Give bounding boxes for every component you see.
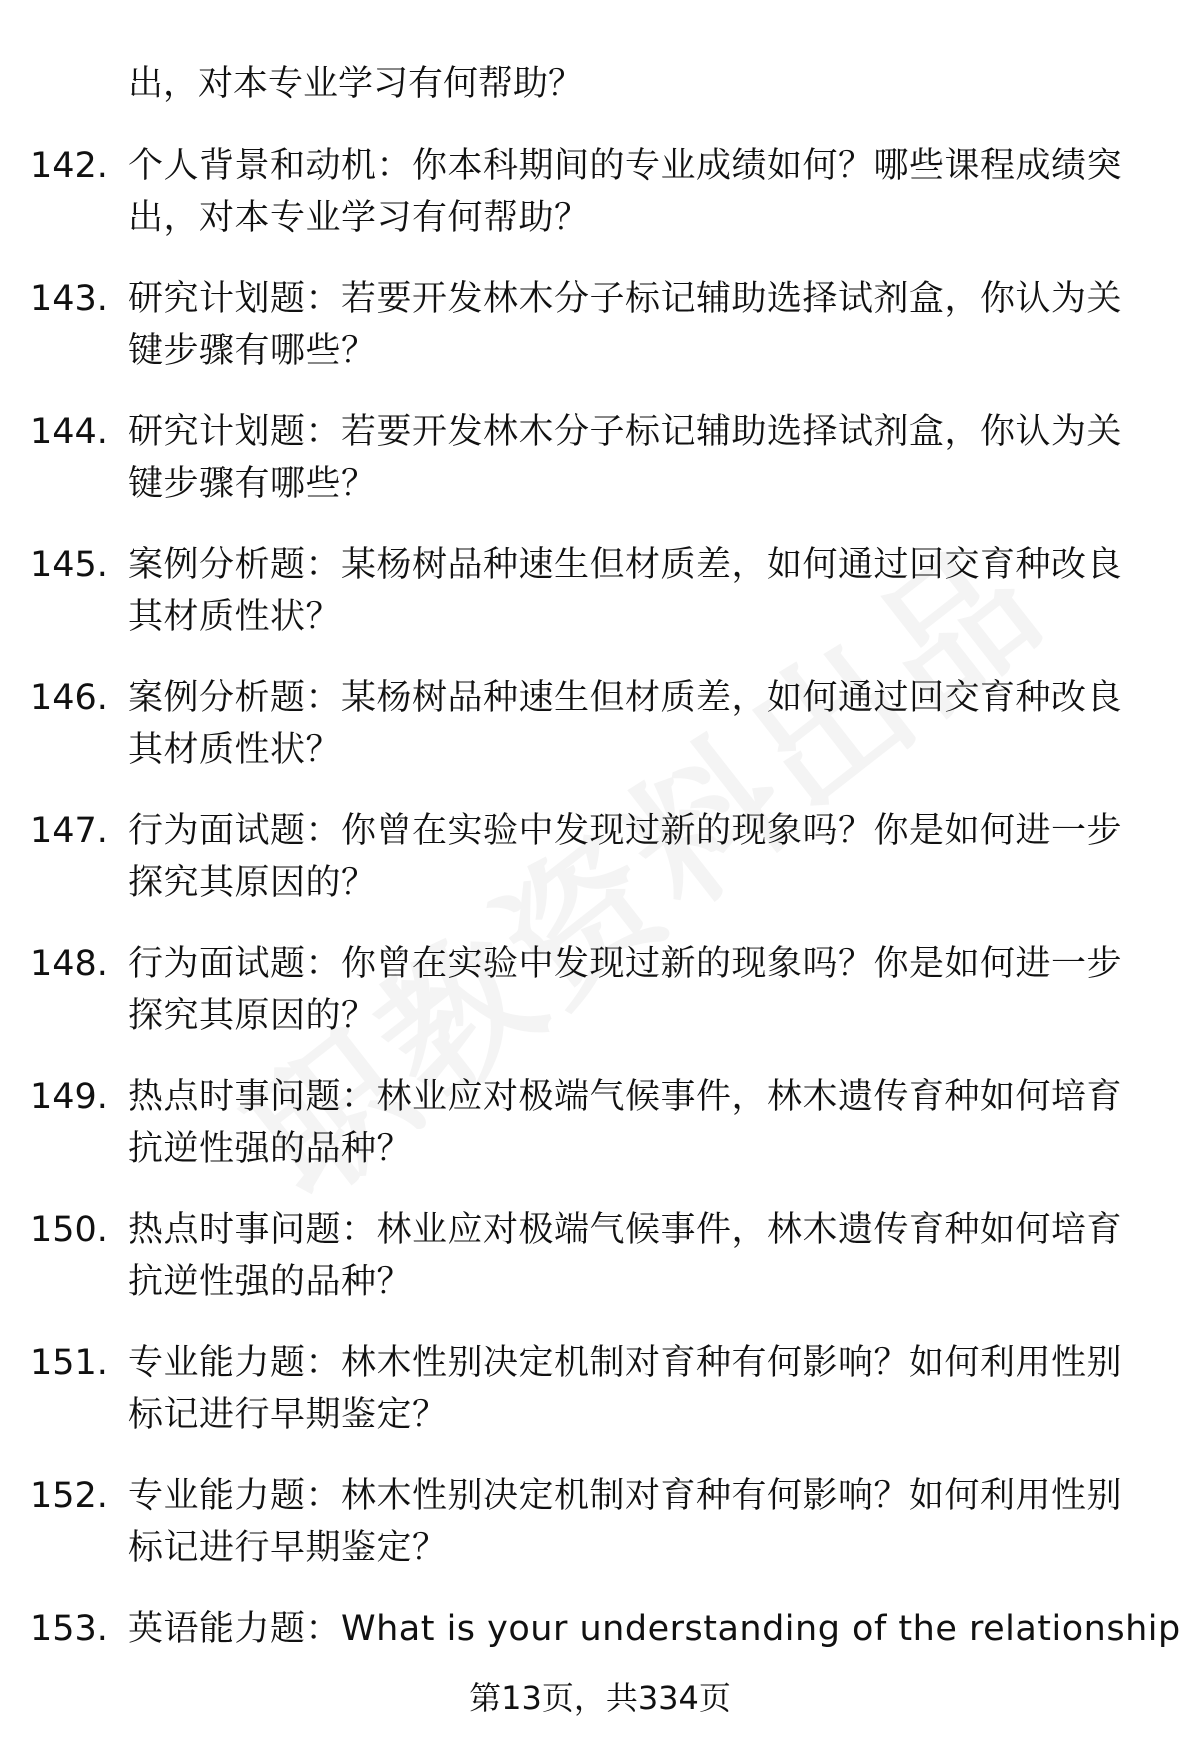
question-text: 热点时事问题：林业应对极端气候事件，林木遗传育种如何培育抗逆性强的品种？: [128, 1077, 1123, 1169]
list-item: [0, 406, 1200, 539]
list-item: [0, 1337, 1200, 1470]
question-text: 研究计划题：若要开发林木分子标记辅助选择试剂盒，你认为关键步骤有哪些？: [128, 279, 1123, 371]
list-item: [0, 140, 1200, 273]
list-item: [0, 1071, 1200, 1204]
question-number: 143.: [30, 279, 108, 319]
question-text: 行为面试题：你曾在实验中发现过新的现象吗？你是如何进一步探究其原因的？: [128, 811, 1123, 903]
question-number: 147.: [30, 811, 108, 851]
question-text: 专业能力题：林木性别决定机制对育种有何影响？如何利用性别标记进行早期鉴定？: [128, 1476, 1123, 1568]
question-number: 148.: [30, 944, 108, 984]
question-text: 个人背景和动机：你本科期间的专业成绩如何？哪些课程成绩突出，对本专业学习有何帮助？: [128, 146, 1123, 238]
question-number: 146.: [30, 678, 108, 718]
list-item: [0, 1204, 1200, 1337]
list-item: [0, 672, 1200, 805]
question-list: [0, 140, 1200, 1736]
list-item: [0, 805, 1200, 938]
list-item: [0, 938, 1200, 1071]
question-text: 热点时事问题：林业应对极端气候事件，林木遗传育种如何培育抗逆性强的品种？: [128, 1210, 1123, 1302]
continuation-text: 出，对本专业学习有何帮助？: [128, 64, 584, 104]
page-footer: 第13页，共334页: [469, 1679, 731, 1717]
question-number: 153.: [30, 1609, 108, 1649]
question-number: 142.: [30, 146, 108, 186]
list-item: [0, 539, 1200, 672]
question-text: 行为面试题：你曾在实验中发现过新的现象吗？你是如何进一步探究其原因的？: [128, 944, 1123, 1036]
question-number: 151.: [30, 1343, 108, 1383]
list-item: [0, 1470, 1200, 1603]
question-text: 专业能力题：林木性别决定机制对育种有何影响？如何利用性别标记进行早期鉴定？: [128, 1343, 1123, 1435]
question-number: 150.: [30, 1210, 108, 1250]
question-number: 152.: [30, 1476, 108, 1516]
question-text: 案例分析题：某杨树品种速生但材质差，如何通过回交育种改良其材质性状？: [128, 678, 1123, 770]
question-text: 英语能力题：What is your understanding of the relationship: [128, 1609, 1181, 1649]
question-text: 研究计划题：若要开发林木分子标记辅助选择试剂盒，你认为关键步骤有哪些？: [128, 412, 1123, 504]
question-number: 145.: [30, 545, 108, 585]
question-text: 案例分析题：某杨树品种速生但材质差，如何通过回交育种改良其材质性状？: [128, 545, 1123, 637]
list-item: [0, 273, 1200, 406]
question-number: 144.: [30, 412, 108, 452]
question-number: 149.: [30, 1077, 108, 1117]
